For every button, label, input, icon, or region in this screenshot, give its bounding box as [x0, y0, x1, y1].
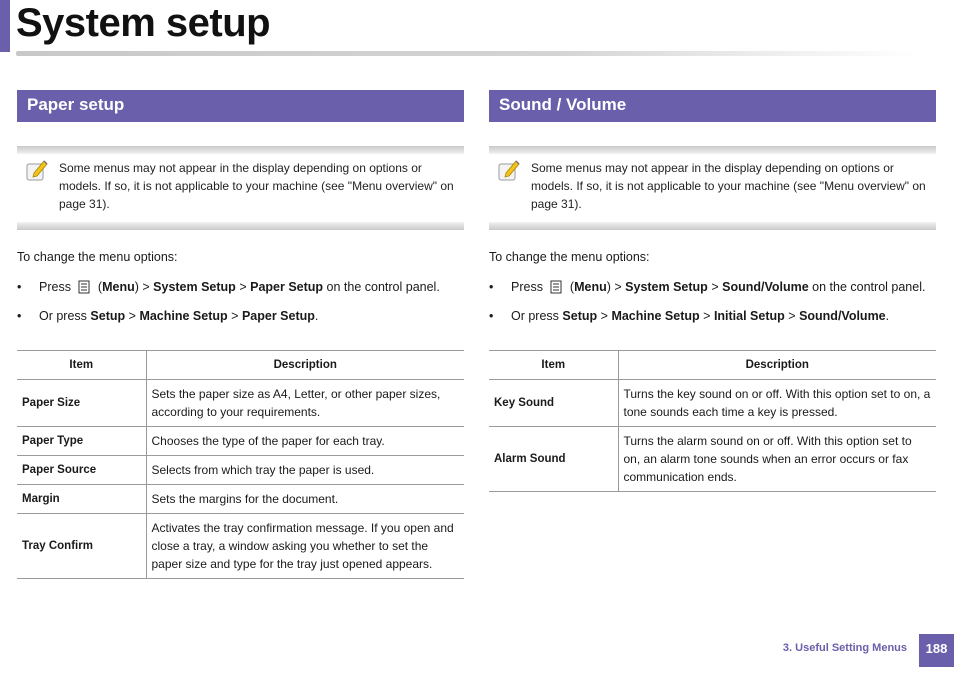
- table-row: Key Sound Turns the key sound on or off. With this option set to on, a tone sounds each time a key is pressed.: [489, 380, 936, 427]
- bullet-list: [489, 278, 936, 336]
- table-row: Paper Size Sets the paper size as A4, Letter, or other paper sizes, according to your requirements.: [17, 380, 464, 427]
- table-row: Paper Type Chooses the type of the paper for each tray.: [17, 427, 464, 456]
- table-row: Margin Sets the margins for the document.: [17, 485, 464, 514]
- bullet-item: • Or press Setup > Machine Setup > Initial Setup > Sound/Volume.: [489, 309, 890, 323]
- paper-setup-section: [17, 90, 464, 579]
- table-row: Alarm Sound Turns the alarm sound on or off. With this option set to on, an alarm tone sounds when an error occurs or fax communication ends.: [489, 427, 936, 492]
- page-number: 188: [919, 634, 954, 667]
- bullet-item: • Press (Menu) > System Setup > Paper Setup on the control panel.: [17, 280, 440, 294]
- table-row: Tray Confirm Activates the tray confirmation message. If you open and close a tray, a window asking you whether to set the paper size and type for the tray just opened appears.: [17, 514, 464, 579]
- column-header-item: Item: [489, 351, 618, 380]
- bullet-item: • Press (Menu) > System Setup > Sound/Volume on the control panel.: [489, 280, 926, 294]
- note-pencil-icon: [497, 158, 521, 182]
- table-header-row: [489, 351, 936, 380]
- sound-volume-table: [489, 350, 936, 492]
- bullet-list: [17, 278, 464, 336]
- column-header-description: Description: [618, 351, 936, 380]
- intro-text: To change the menu options:: [17, 250, 178, 264]
- note-box: [17, 146, 464, 230]
- column-header-description: Description: [146, 351, 464, 380]
- footer-chapter-label: 3. Useful Setting Menus: [782, 642, 907, 654]
- bullet-item: • Or press Setup > Machine Setup > Paper Setup.: [17, 309, 319, 323]
- section-header-sound-volume: Sound / Volume: [489, 90, 936, 122]
- page-title: System setup: [16, 1, 271, 45]
- title-rule: [16, 51, 916, 56]
- sound-volume-section: [489, 90, 936, 492]
- title-accent-bar: [0, 0, 10, 52]
- menu-icon: [77, 280, 91, 294]
- note-pencil-icon: [25, 158, 49, 182]
- table-row: Paper Source Selects from which tray the paper is used.: [17, 456, 464, 485]
- intro-text: To change the menu options:: [489, 250, 650, 264]
- column-header-item: Item: [17, 351, 146, 380]
- table-header-row: [17, 351, 464, 380]
- note-text: Some menus may not appear in the display depending on options or models. If so, it is not applicable to your machine (see "Menu overview" on page 31).: [531, 161, 926, 211]
- paper-setup-table: [17, 350, 464, 579]
- note-box: [489, 146, 936, 230]
- section-header-paper-setup: Paper setup: [17, 90, 464, 122]
- menu-icon: [549, 280, 563, 294]
- note-text: Some menus may not appear in the display depending on options or models. If so, it is not applicable to your machine (see "Menu overview" on page 31).: [59, 161, 454, 211]
